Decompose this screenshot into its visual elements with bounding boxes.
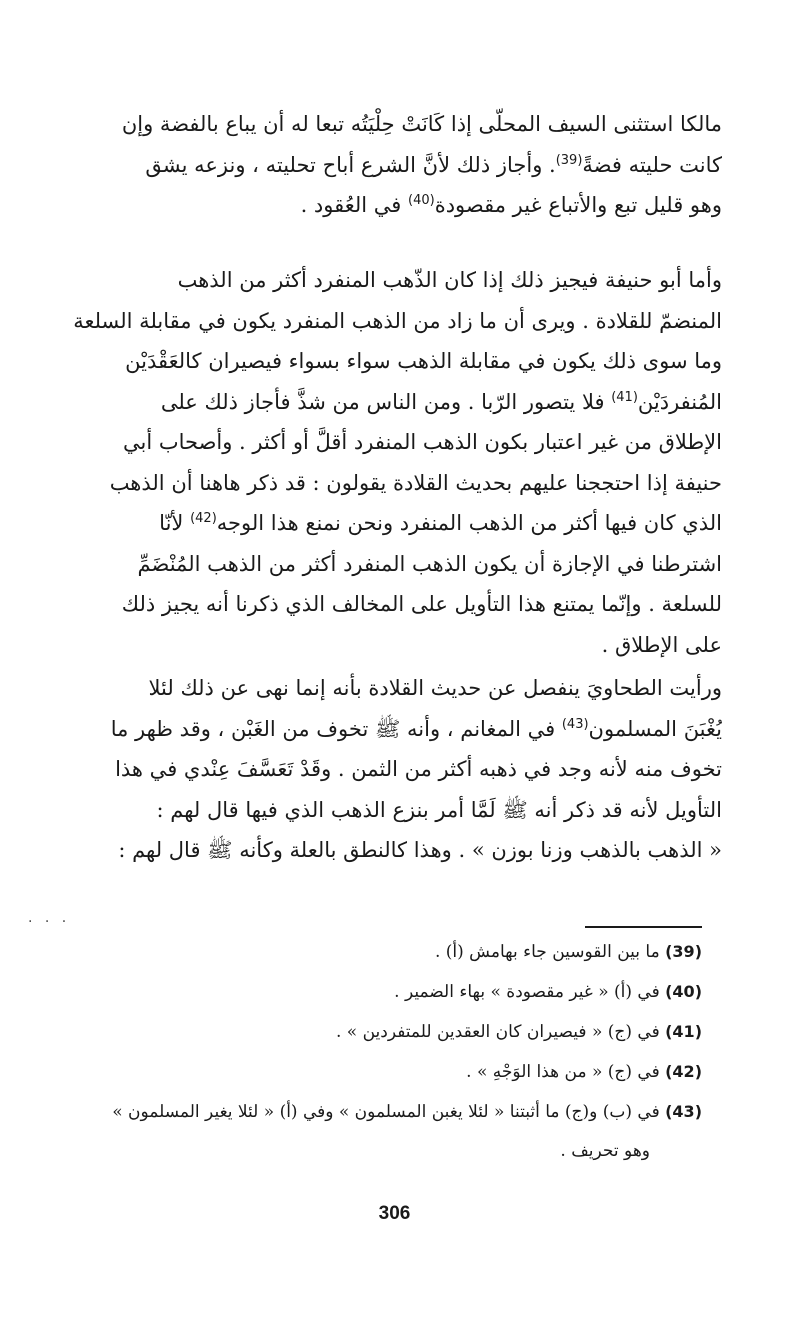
- stray-marks: . . .: [28, 910, 71, 926]
- text-segment: المُنفردَيْن: [637, 389, 722, 414]
- text-segment: تخوف منه لأنه وجد في ذهبه أكثر من الثمن . وقَدْ تَعَسَّفَ عِنْدي في هذا: [115, 757, 722, 781]
- text-segment: لأنّا: [159, 511, 191, 535]
- text-segment: الإطلاق من غير اعتبار بكون الذهب المنفرد أقلَّ أو أكثر . وأصحاب أبي: [122, 430, 722, 454]
- text-segment: التأويل لأنه قد ذكر أنه ﷺ لَمَّا أمر بنزع الذهب الذي فيها قال لهم :: [156, 797, 722, 822]
- paragraph-2: [50, 260, 722, 665]
- text-segment: . وأجاز ذلك لأنَّ الشرع أباح تحليته ، ونزعه يشق: [145, 152, 556, 177]
- text-line: [50, 185, 722, 226]
- footnote-41: [40, 1012, 702, 1052]
- footnote-ref-41: (41): [611, 389, 638, 405]
- text-line: [50, 145, 722, 186]
- text-segment: المنضمّ للقلادة . ويرى أن ما زاد من الذهب المنفرد يكون في مقابلة السلعة: [73, 308, 722, 333]
- text-line: [50, 301, 722, 342]
- text-segment: فلا يتصور الرّبا . ومن الناس من شذَّ فأجاز ذلك على: [160, 389, 612, 414]
- text-line: [50, 463, 722, 504]
- footnote-40: [40, 972, 702, 1012]
- paragraph-3: [50, 668, 722, 871]
- footnote-text: في (ج) « فيصيران كان العقدين للمتفردين » .: [335, 1022, 666, 1042]
- footnote-ref-43: (43): [561, 716, 589, 732]
- text-segment: ورأيت الطحاويَ ينفصل عن حديث القلادة بأنه إنما نهى عن ذلك لئلا: [148, 676, 722, 700]
- footnote-separator: [585, 926, 702, 928]
- footnotes: [40, 932, 702, 1171]
- footnote-number: (41): [665, 1022, 702, 1041]
- text-segment: يُغْبَنَ المسلمون: [588, 716, 722, 741]
- paragraph-1: [50, 104, 722, 226]
- page-number: 306: [378, 1203, 411, 1224]
- text-line: [50, 260, 722, 301]
- text-line: [50, 544, 722, 585]
- text-segment: للسلعة . وإنّما يمتنع هذا التأويل على المخالف الذي ذكرنا أنه يجيز ذلك: [121, 592, 722, 616]
- text-line: [50, 341, 722, 382]
- text-segment: اشترطنا في الإجازة أن يكون الذهب المنفرد أكثر من الذهب المُنْضَمِّ: [137, 551, 722, 576]
- footnote-39: [40, 932, 702, 972]
- footnote-number: (39): [665, 942, 702, 961]
- footnote-text: في (أ) « غير مقصودة » بهاء الضمير .: [394, 982, 666, 1002]
- text-segment: الذي كان فيها أكثر من الذهب المنفرد ونحن نمنع هذا الوجه: [216, 511, 722, 535]
- footnote-number: (40): [665, 982, 702, 1001]
- footnote-text: ما بين القوسين جاء بهامش (أ) .: [434, 942, 666, 962]
- text-segment: وأما أبو حنيفة فيجيز ذلك إذا كان الذّهب المنفرد أكثر من الذهب: [177, 268, 722, 292]
- footnote-43: [40, 1092, 702, 1132]
- text-segment: مالكا استثنى السيف المحلّى إذا كَانَتْ حِلْيَتُه تبعا له أن يباع بالفضة وإن: [121, 112, 722, 136]
- footnote-ref-39: (39): [555, 152, 583, 168]
- text-segment: في المغانم ، وأنه ﷺ تخوف من الغَبْن ، وقد ظهر ما: [110, 716, 562, 741]
- text-segment: كانت حليته فضةً: [582, 152, 722, 177]
- text-line: [50, 790, 722, 831]
- text-line: [50, 104, 722, 145]
- text-segment: وهو قليل تبع والأتباع غير مقصودة: [434, 193, 722, 217]
- text-segment: وما سوى ذلك يكون في مقابلة الذهب سواء بسواء فيصيران كالعَقْدَيْن: [125, 349, 722, 373]
- text-line: [50, 668, 722, 709]
- footnote-42: [40, 1052, 702, 1092]
- text-line: [50, 830, 722, 871]
- footnote-number: (42): [665, 1062, 702, 1081]
- footnote-ref-40: (40): [408, 193, 435, 208]
- text-segment: في العُقود .: [300, 193, 408, 217]
- footnote-ref-42: (42): [190, 511, 217, 526]
- text-segment: حنيفة إذا احتججنا عليهم بحديث القلادة يقولون : قد ذكر هاهنا أن الذهب: [109, 470, 722, 495]
- footnote-43-continuation: وهو تحريف .: [560, 1141, 650, 1161]
- text-line: [50, 749, 722, 790]
- text-line: [50, 584, 722, 625]
- text-line: [50, 709, 722, 750]
- text-line: [50, 503, 722, 544]
- text-line: [50, 625, 722, 666]
- text-segment: « الذهب بالذهب وزنا بوزن » . وهذا كالنطق بالعلة وكأنه ﷺ قال لهم :: [118, 838, 722, 862]
- text-line: [50, 382, 722, 423]
- text-line: [50, 422, 722, 463]
- footnote-number: (43): [665, 1102, 702, 1121]
- text-segment: على الإطلاق .: [601, 632, 722, 657]
- footnote-text: في (ج) « من هذا الوَجْهِ » .: [466, 1062, 666, 1082]
- footnote-text: في (ب) و(ج) ما أثبتنا « لئلا يغبن المسلمون » وفي (أ) « لئلا يغير المسلمون »: [112, 1102, 666, 1122]
